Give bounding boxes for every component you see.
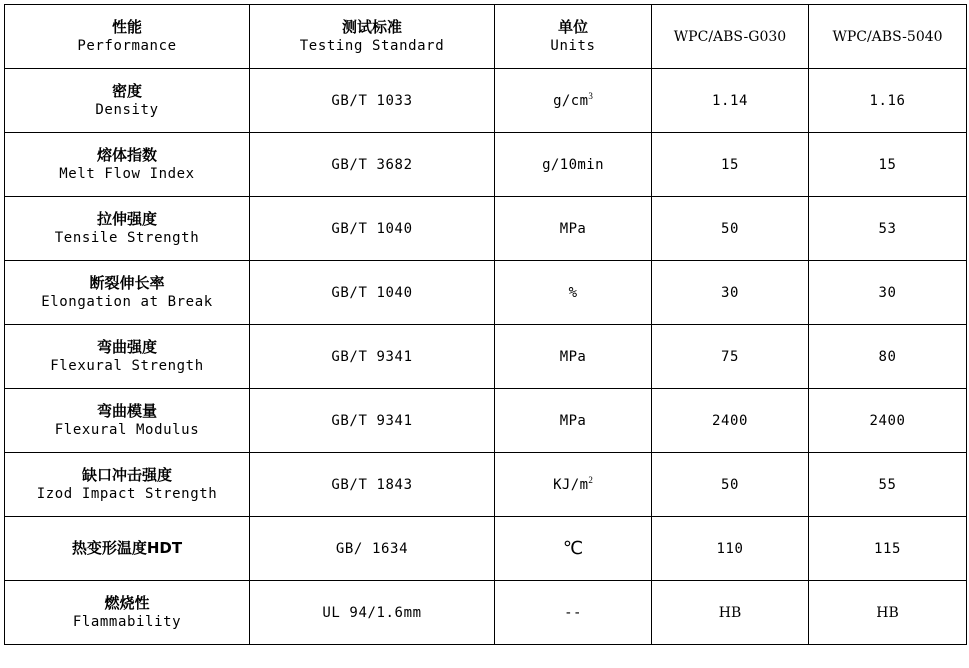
grade-g030-cell [652,133,809,197]
property-name-zh: 拉伸强度 [96,210,157,228]
grade-5040-value: 55 [878,476,897,493]
unit-superscript: 3 [588,91,593,101]
grade-5040-cell [809,453,967,517]
grade-g030-cell [652,261,809,325]
property-name-zh: 弯曲模量 [96,402,157,420]
property-name-en: Density [95,102,159,118]
unit-value: % [568,284,578,301]
unit-value: g/cm [553,93,589,109]
property-name-zh: 熔体指数 [96,146,157,164]
grade-5040-value: 80 [878,348,897,365]
grade-g030-value: 30 [720,284,740,301]
properties-table [4,4,967,645]
header-grade-5040-label: WPC/ABS-5040 [832,28,943,45]
unit-value: MPa [559,220,587,237]
grade-5040-cell [809,517,967,581]
grade-g030-cell [652,453,809,517]
standard-cell [250,517,495,581]
grade-g030-value: 1.14 [711,92,749,109]
grade-g030-value: 15 [720,156,740,173]
grade-g030-value: HB [718,604,742,621]
property-name-zh: 缺口冲击强度 [81,466,172,484]
property-name-zh: 燃烧性 [104,594,150,612]
header-performance-zh: 性能 [111,18,142,36]
grade-g030-value: 2400 [711,412,749,429]
standard-value: GB/T 1040 [331,284,413,301]
header-grade-g030 [652,5,809,69]
unit-value: ℃ [562,538,584,559]
property-name-zh: 弯曲强度 [96,338,157,356]
grade-5040-value: 53 [878,220,897,237]
table-row [5,517,967,581]
header-standard-en: Testing Standard [299,38,445,54]
table-row [5,581,967,645]
standard-cell [250,581,495,645]
standard-cell [250,133,495,197]
grade-5040-cell [809,325,967,389]
header-performance [5,5,250,69]
grade-g030-value: 50 [720,220,740,237]
grade-g030-cell [652,581,809,645]
property-name-en: Melt Flow Index [59,166,195,182]
grade-5040-value: 1.16 [869,92,906,109]
property-name-en: Elongation at Break [41,294,213,310]
standard-value: UL 94/1.6mm [322,604,422,621]
unit-value: -- [564,604,582,621]
header-units [495,5,652,69]
property-cell [5,517,250,581]
grade-5040-cell [809,197,967,261]
standard-cell [250,69,495,133]
grade-5040-value: 15 [878,156,897,173]
grade-5040-cell [809,389,967,453]
property-cell [5,261,250,325]
grade-g030-value: 75 [720,348,740,365]
table-row [5,453,967,517]
standard-value: GB/T 9341 [331,348,413,365]
standard-cell [250,197,495,261]
unit-cell [495,325,652,389]
grade-g030-cell [652,69,809,133]
property-name-en: Izod Impact Strength [36,486,218,502]
grade-g030-value: 50 [720,476,740,493]
table-row [5,133,967,197]
header-standard [250,5,495,69]
unit-value: KJ/m [553,477,589,493]
standard-cell [250,325,495,389]
property-cell [5,133,250,197]
standard-cell [250,261,495,325]
unit-cell [495,453,652,517]
grade-5040-cell [809,69,967,133]
grade-g030-cell [652,517,809,581]
standard-value: GB/T 3682 [331,156,413,173]
property-name-en: Flexural Modulus [54,422,200,438]
header-units-zh: 单位 [557,18,588,36]
grade-5040-cell [809,581,967,645]
standard-value: GB/T 9341 [331,412,413,429]
property-name-zh: 热变形温度HDT [71,539,183,557]
grade-5040-value: HB [876,604,899,621]
standard-value: GB/T 1033 [331,92,413,109]
unit-value: MPa [559,412,587,429]
unit-value: g/10min [542,156,604,173]
standard-cell [250,389,495,453]
header-grade-5040 [809,5,967,69]
grade-5040-cell [809,261,967,325]
unit-cell [495,133,652,197]
standard-cell [250,453,495,517]
header-grade-g030-label: WPC/ABS-G030 [673,28,787,45]
header-performance-en: Performance [77,38,177,54]
unit-cell [495,517,652,581]
unit-cell [495,69,652,133]
grade-g030-value: 110 [716,540,744,557]
grade-5040-cell [809,133,967,197]
unit-superscript: 2 [588,475,593,485]
standard-value: GB/T 1040 [331,220,413,237]
unit-cell [495,389,652,453]
standard-value: GB/T 1843 [331,476,413,493]
table-row [5,325,967,389]
property-name-zh: 断裂伸长率 [89,274,165,292]
header-units-en: Units [550,38,596,54]
grade-5040-value: 30 [878,284,897,301]
table-row [5,389,967,453]
table-row [5,261,967,325]
property-cell [5,325,250,389]
standard-value: GB/ 1634 [335,540,409,557]
table-row [5,197,967,261]
property-name-en: Flexural Strength [50,358,204,374]
header-row [5,5,967,69]
property-cell [5,389,250,453]
property-cell [5,197,250,261]
grade-5040-value: 115 [873,540,902,557]
property-name-en: Tensile Strength [54,230,200,246]
property-cell [5,69,250,133]
grade-g030-cell [652,325,809,389]
unit-cell [495,197,652,261]
unit-cell [495,581,652,645]
property-cell [5,453,250,517]
grade-g030-cell [652,389,809,453]
grade-5040-value: 2400 [869,412,906,429]
unit-cell [495,261,652,325]
property-name-en: Flammability [72,614,182,630]
grade-g030-cell [652,197,809,261]
unit-value: MPa [559,348,587,365]
table-row [5,69,967,133]
property-cell [5,581,250,645]
property-name-zh: 密度 [111,82,142,100]
header-standard-zh: 测试标准 [341,18,402,36]
